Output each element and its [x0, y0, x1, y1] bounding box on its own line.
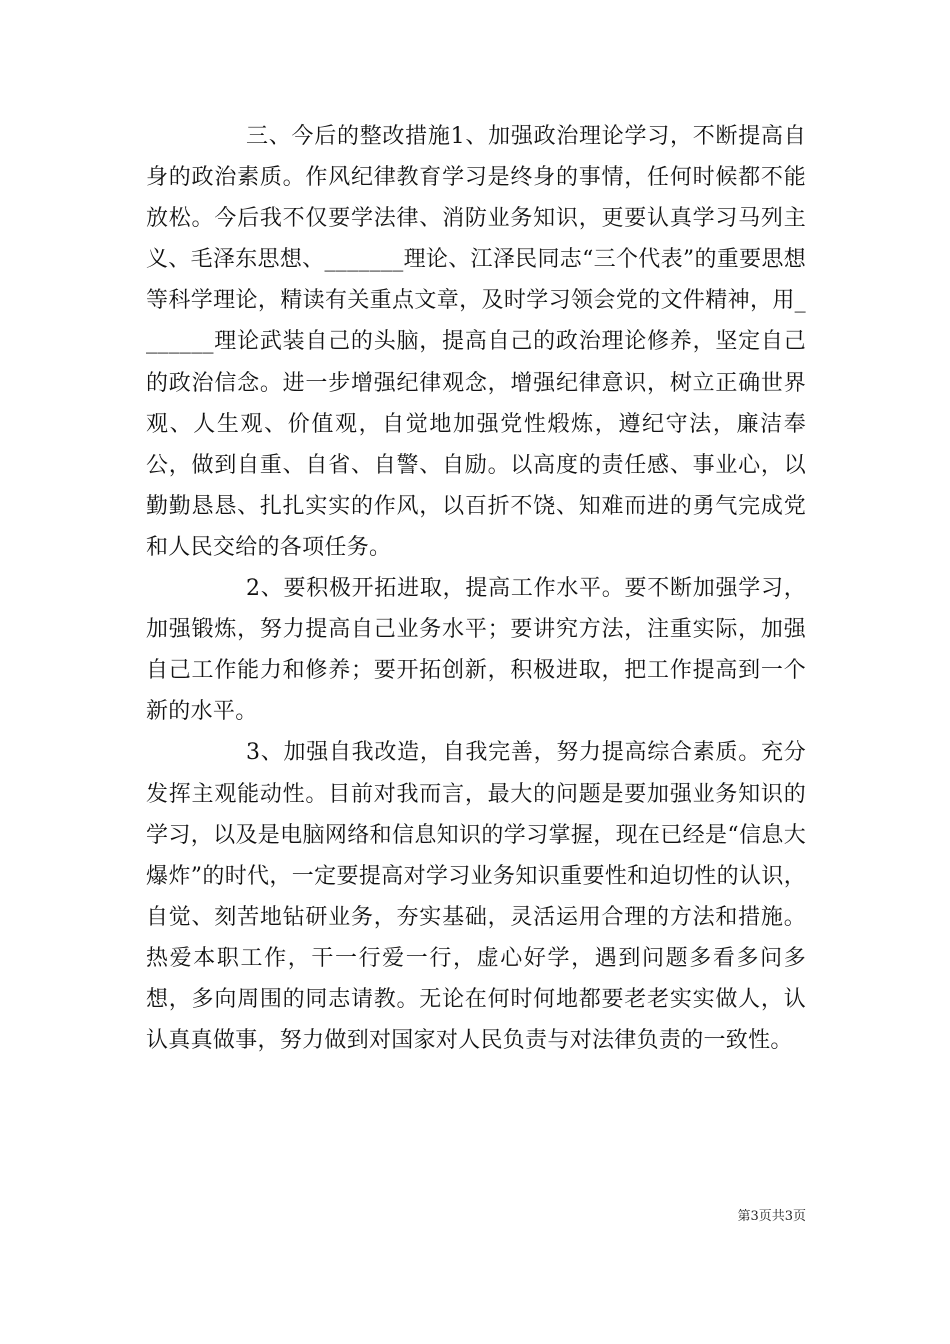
paragraph-rectification-measures: 三、今后的整改措施1、加强政治理论学习，不断提高自身的政治素质。作风纪律教育学习是终身的事情，任何时候都不能放松。今后我不仅要学法律、消防业务知识，更要认真学习马列主义、毛泽东思想、_______理论、江泽民同志“三个代表”的重要思想等科学理论，精读有关重点文章，及时学习领会党的文件精神，用_______理论武装自己的头脑，提高自己的政治理论修养，坚定自己的政治信念。进一步增强纪律观念，增强纪律意识，树立正确世界观、人生观、价值观，自觉地加强党性煅炼，遵纪守法，廉洁奉公，做到自重、自省、自警、自励。以高度的责任感、事业心，以勤勤恳恳、扎扎实实的作风，以百折不饶、知难而进的勇气完成党和人民交给的各项任务。	[146, 124, 806, 560]
document-body	[146, 116, 806, 1061]
paragraph-self-improvement: 3、加强自我改造，自我完善，努力提高综合素质。充分发挥主观能动性。目前对我而言，最大的问题是要加强业务知识的学习，以及是电脑网络和信息知识的学习掌握，现在已经是“信息大爆炸”的时代，一定要提高对学习业务知识重要性和迫切性的认识，自觉、刻苦地钻研业务，夯实基础，灵活运用合理的方法和措施。热爱本职工作，干一行爱一行，虚心好学，遇到问题多看多问多想，多向周围的同志请教。无论在何时何地都要老老实实做人，认认真真做事，努力做到对国家对人民负责与对法律负责的一致性。	[146, 740, 806, 1054]
page-number-footer: 第3页共3页	[737, 1209, 806, 1224]
paragraph-work-level: 2、要积极开拓进取，提高工作水平。要不断加强学习，加强锻炼，努力提高自己业务水平；要讲究方法，注重实际，加强自己工作能力和修养；要开拓创新，积极进取，把工作提高到一个新的水平。	[146, 576, 806, 725]
